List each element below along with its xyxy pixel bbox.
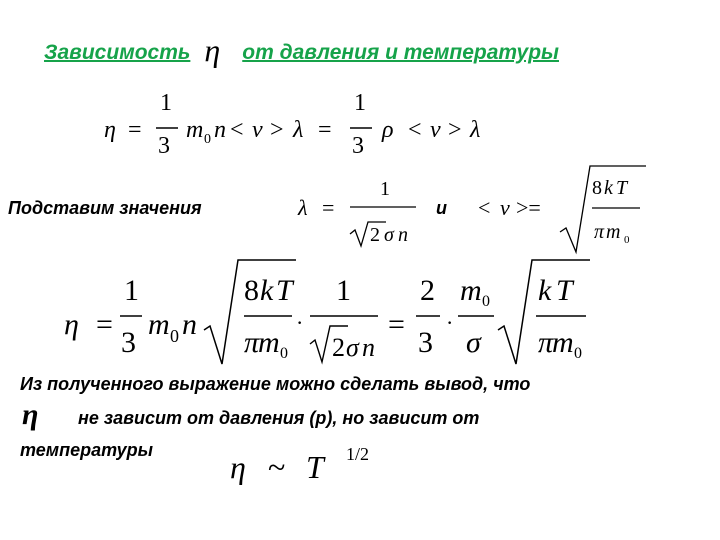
concentration-symbol: n (214, 117, 226, 143)
conclusion-line-2: не зависит от давления (р), но зависит от (78, 408, 480, 428)
multiply-dot: · (296, 310, 304, 335)
mass-symbol: m (460, 274, 482, 307)
angle-right: > (448, 117, 462, 143)
exponent-half: 1/2 (346, 444, 370, 464)
equals-sign: = (388, 308, 405, 341)
equals-sign: = (322, 195, 335, 220)
pi-symbol: π (538, 326, 554, 359)
lambda-symbol: λ (470, 117, 481, 143)
fraction-numerator: 1 (124, 274, 139, 307)
angle-left: < (230, 117, 244, 143)
mass-symbol: m (186, 117, 204, 143)
rho-symbol: ρ (382, 117, 394, 143)
formula-mean-velocity (478, 166, 646, 252)
equals-sign: = (318, 117, 332, 143)
mass-symbol: m (148, 308, 170, 341)
eta-symbol-conclusion: η (22, 398, 39, 431)
sigma-symbol: σ (466, 326, 481, 359)
fraction-denominator: 3 (158, 133, 170, 159)
concentration-symbol: n (182, 308, 197, 341)
boltzmann-symbol: k (260, 274, 274, 307)
eta-symbol: η (104, 117, 116, 143)
eight: 8 (244, 274, 259, 307)
title-text-after: от давления и температуры (242, 41, 559, 64)
fraction-numerator: 1 (160, 90, 172, 116)
boltzmann-symbol: k (604, 177, 613, 199)
fraction-numerator: 2 (420, 274, 435, 307)
equals-sign: = (128, 117, 142, 143)
fraction-denominator: 3 (352, 133, 364, 159)
equals-sign: = (96, 308, 113, 341)
mass-symbol: m (258, 326, 280, 359)
tilde-sign: ~ (268, 449, 286, 485)
title-text-before: Зависимость (44, 41, 191, 64)
pi-symbol: π (244, 326, 260, 359)
subscript-zero: 0 (482, 293, 490, 310)
radical-sign (350, 222, 386, 246)
angle-right-equals: >= (516, 195, 541, 220)
concentration-symbol: n (362, 333, 375, 362)
lambda-symbol: λ (293, 117, 304, 143)
sqrt-two: 2 (370, 224, 380, 246)
formula-proportionality (230, 444, 369, 485)
temperature-symbol: T (616, 177, 628, 199)
velocity-symbol: v (252, 117, 263, 143)
angle-left: < (478, 195, 491, 220)
conclusion-line-1: Из полученного выражение можно сделать вывод, что (20, 374, 531, 394)
and-label: и (436, 198, 447, 218)
sigma-symbol: σ (346, 333, 359, 362)
eta-symbol: η (230, 449, 246, 485)
substitute-label: Подставим значения (8, 198, 202, 218)
fraction-numerator: 1 (354, 90, 366, 116)
eight: 8 (592, 177, 602, 199)
eta-symbol: η (64, 308, 79, 341)
fraction-denominator: 3 (418, 326, 433, 359)
temperature-symbol: T (306, 449, 324, 485)
formula-substitution (64, 260, 590, 364)
mass-symbol: m (606, 221, 621, 243)
conclusion-line-3: температуры (20, 440, 154, 460)
subscript-zero: 0 (574, 345, 582, 362)
angle-right: > (270, 117, 284, 143)
fraction-numerator: 1 (336, 274, 351, 307)
concentration-symbol: n (398, 224, 408, 246)
pi-symbol: π (594, 221, 605, 243)
angle-left: < (408, 117, 422, 143)
sqrt-two: 2 (332, 333, 345, 362)
velocity-symbol: v (500, 195, 510, 220)
fraction-numerator: 1 (380, 178, 390, 200)
temperature-symbol: T (556, 274, 573, 307)
boltzmann-symbol: k (538, 274, 552, 307)
sigma-symbol: σ (384, 224, 394, 246)
subscript-zero: 0 (624, 234, 630, 246)
eta-symbol: η (204, 32, 221, 68)
subscript-zero: 0 (280, 345, 288, 362)
mass-symbol: m (552, 326, 574, 359)
formula-viscosity-definition (104, 90, 480, 159)
subscript-zero: 0 (170, 326, 179, 346)
subscript-zero: 0 (204, 132, 211, 147)
multiply-dot: · (446, 310, 454, 335)
velocity-symbol: v (430, 117, 441, 143)
lambda-symbol: λ (298, 195, 308, 220)
temperature-symbol: T (276, 274, 293, 307)
fraction-denominator: 3 (121, 326, 136, 359)
formula-mean-free-path (297, 178, 416, 246)
